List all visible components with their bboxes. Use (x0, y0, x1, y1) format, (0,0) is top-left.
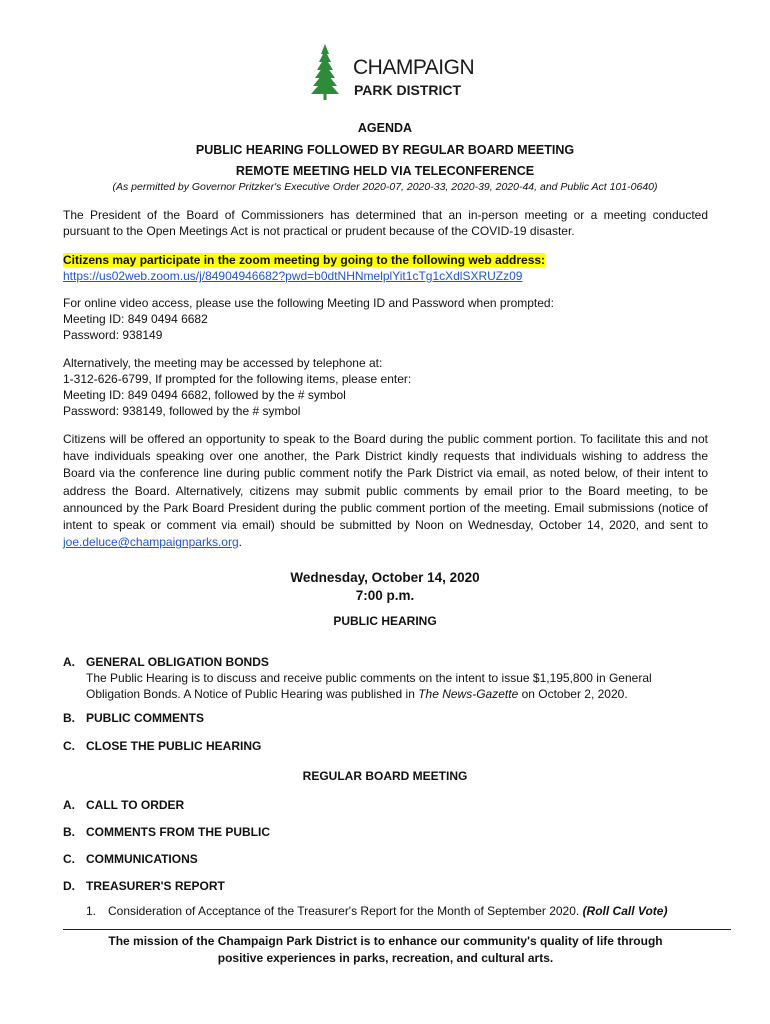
item-letter: A. (63, 798, 75, 812)
item-title: COMMUNICATIONS (86, 852, 198, 866)
meeting-type-title: PUBLIC HEARING FOLLOWED BY REGULAR BOARD MEETING (195, 143, 575, 157)
telephone-password: Password: 938149, followed by the # symbol (63, 404, 301, 418)
sub-item-text (108, 903, 667, 919)
publication-name: The News-Gazette (418, 687, 519, 701)
video-access-instructions: For online video access, please use the following Meeting ID and Password when prompted: (63, 296, 554, 310)
telephone-section (63, 355, 708, 419)
zoom-heading: Citizens may participate in the zoom meeting by going to the following web address: (63, 253, 546, 267)
hearing-item-a (63, 654, 723, 701)
logo-subname: PARK DISTRICT (354, 82, 462, 98)
mission-statement (63, 933, 708, 967)
item-letter: B. (63, 825, 75, 839)
item-description-text: The Public Hearing is to discuss and receive public comments on the intent to issue $1,195,800 in General Obligation Bonds. A Notice of Public Hearing was published in (86, 671, 652, 701)
zoom-section (63, 252, 708, 284)
video-meeting-id: Meeting ID: 849 0494 6682 (63, 312, 208, 326)
mission-line-2: positive experiences in parks, recreation, and cultural arts. (217, 951, 554, 965)
public-comment-paragraph (63, 431, 708, 551)
item-letter: A. (63, 655, 75, 669)
mission-line-1: The mission of the Champaign Park District is to enhance our community's quality of life through (108, 934, 663, 948)
agenda-title: AGENDA (357, 121, 413, 135)
telephone-number: 1-312-626-6799, If prompted for the following items, please enter: (63, 372, 412, 386)
roll-call-vote-label: (Roll Call Vote) (582, 904, 668, 918)
remote-meeting-title: REMOTE MEETING HELD VIA TELECONFERENCE (235, 164, 535, 178)
champaign-park-district-logo (309, 42, 475, 102)
item-description-end: on October 2, 2020. (518, 687, 628, 701)
item-title: PUBLIC COMMENTS (86, 711, 204, 725)
intro-paragraph: The President of the Board of Commissioners has determined that an in-person meeting or a meeting conducted pursuant to the Open Meetings Act is not practical or prudent because of the COVID-19 disaster. (63, 208, 708, 238)
telephone-intro: Alternatively, the meeting may be accessed by telephone at: (63, 356, 383, 370)
public-comment-end: . (238, 535, 242, 550)
telephone-meeting-id: Meeting ID: 849 0494 6682, followed by the # symbol (63, 388, 346, 402)
item-title: CALL TO ORDER (86, 798, 185, 812)
contact-email-link[interactable]: joe.deluce@champaignparks.org (63, 535, 239, 550)
item-title: CLOSE THE PUBLIC HEARING (86, 739, 262, 753)
item-title: COMMENTS FROM THE PUBLIC (86, 825, 270, 839)
item-title: TREASURER'S REPORT (86, 879, 225, 893)
meeting-time: 7:00 p.m. (355, 588, 415, 603)
sub-item-number: 1. (86, 904, 97, 918)
zoom-link[interactable]: https://us02web.zoom.us/j/84904946682?pwd=b0dtNHNmelplYit1cTg1cXdlSXRUZz09 (63, 269, 523, 283)
public-hearing-heading: PUBLIC HEARING (333, 614, 437, 628)
video-access-section (63, 295, 708, 343)
item-letter: C. (63, 739, 75, 753)
item-title: GENERAL OBLIGATION BONDS (86, 655, 269, 669)
logo-name: CHAMPAIGN (353, 56, 475, 79)
footer-divider (63, 929, 731, 930)
item-letter: B. (63, 711, 75, 725)
item-letter: C. (63, 852, 75, 866)
video-password: Password: 938149 (63, 328, 163, 342)
pine-tree-icon (309, 42, 349, 102)
sub-item-description: Consideration of Acceptance of the Treasurer's Report for the Month of September 2020. (108, 904, 583, 918)
regular-meeting-heading: REGULAR BOARD MEETING (302, 769, 468, 783)
executive-order-note: (As permitted by Governor Pritzker's Executive Order 2020-07, 2020-33, 2020-39, 2020-44, and Public Act 101-0640) (112, 181, 658, 193)
item-description (86, 670, 696, 702)
item-letter: D. (63, 879, 75, 893)
meeting-date: Wednesday, October 14, 2020 (290, 570, 480, 585)
public-comment-text: Citizens will be offered an opportunity to speak to the Board during the public comment portion. To facilitate this and not have individuals speaking over one another, the Park District kindly requests that individuals wishing to address the Board via the conference line during public comment notify the Park District via email, as noted below, of their intent to address the Board. Alternatively, citizens may submit public comments by email prior to the Board meeting, to be announced by the Park Board President during the public comment portion of the meeting. Email submissions (notice of intent to speak or comment via email) should be submitted by Noon on Wednesday, October 14, 2020, and sent to (63, 432, 708, 533)
